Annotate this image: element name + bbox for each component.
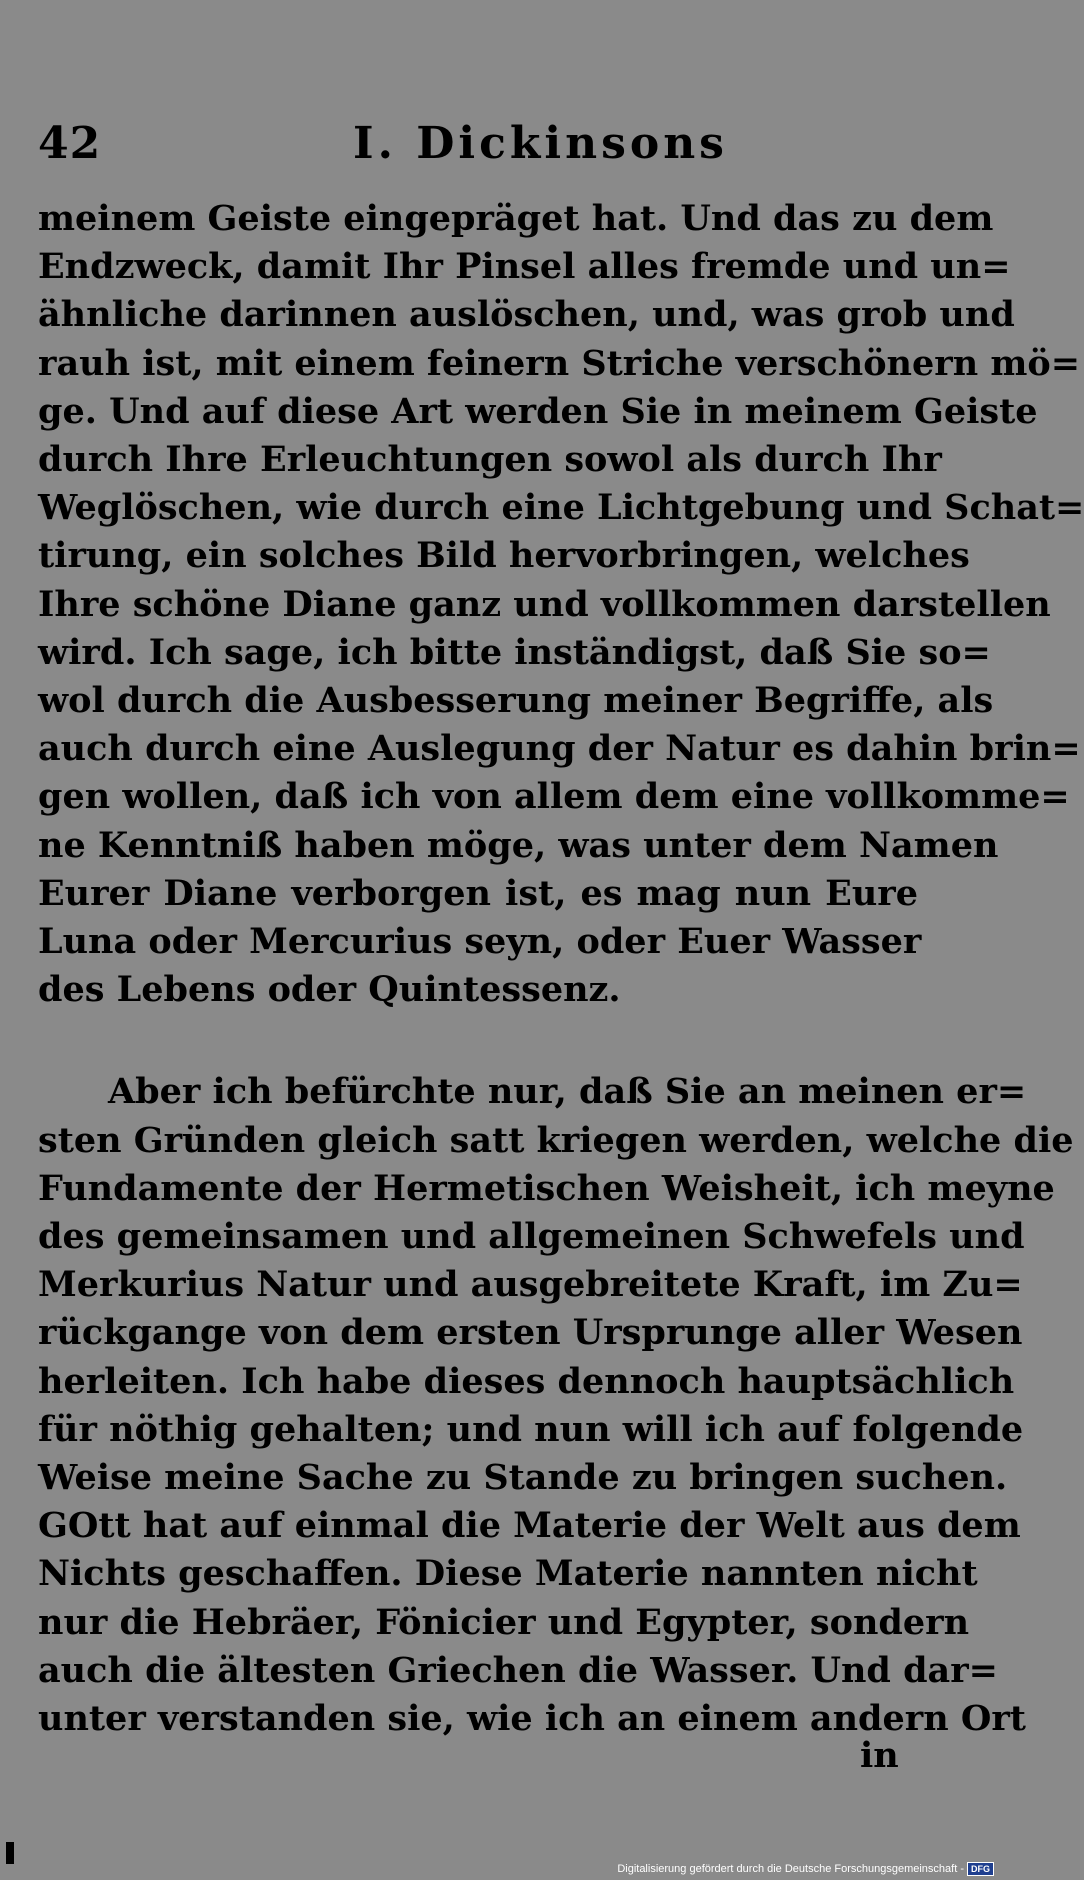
text-line: Merkurius Natur und ausgebreitete Kraft, im Zu= [38, 1264, 1023, 1306]
body-text [38, 195, 1084, 1743]
text-line: meinem Geiste eingepräget hat. Und das zu dem [38, 198, 994, 239]
page-header [38, 118, 918, 178]
text-line: Weise meine Sache zu Stande zu bringen suchen. [38, 1457, 1008, 1499]
text-line: tirung, ein solches Bild hervorbringen, welches [38, 535, 970, 577]
text-line: auch die ältesten Griechen die Wasser. Und dar= [38, 1649, 999, 1691]
text-line: für nöthig gehalten; und nun will ich auf folgende [38, 1408, 1024, 1450]
text-line: des gemeinsamen und allgemeinen Schwefels und [38, 1216, 1025, 1258]
running-head: I. Dickinsons [353, 118, 728, 169]
text-line: des Lebens oder Quintessenz. [38, 969, 621, 1011]
text-line: Luna oder Mercurius seyn, oder Euer Wasser [38, 921, 922, 963]
text-line: Aber ich befürchte nur, daß Sie an meinen er= [108, 1071, 1027, 1113]
text-line: Nichts geschaffen. Diese Materie nannten nicht [38, 1553, 978, 1595]
paragraph-gap [38, 1014, 918, 1068]
text-line: GOtt hat auf einmal die Materie der Welt aus dem [38, 1505, 1021, 1547]
footer-text: Digitalisierung gefördert durch die Deutsche Forschungsgemeinschaft - [617, 1863, 964, 1875]
paragraph [38, 1068, 1074, 1743]
text-line: Eurer Diane verborgen ist, es mag nun Eure [38, 872, 918, 914]
dfg-logo: DFG [967, 1862, 994, 1876]
text-line: durch Ihre Erleuchtungen sowol als durch Ihr [38, 439, 942, 481]
digitization-footer [617, 1862, 994, 1876]
catchword: in [860, 1735, 899, 1776]
text-line: wird. Ich sage, ich bitte inständigst, daß Sie so= [38, 631, 991, 673]
text-line: sten Gründen gleich satt kriegen werden, welche die [38, 1119, 1074, 1161]
text-line: Weglöschen, wie durch eine Lichtgebung und Schat= [38, 487, 1084, 529]
text-line: wol durch die Ausbesserung meiner Begriffe, als [38, 680, 994, 722]
text-line: herleiten. Ich habe dieses dennoch hauptsächlich [38, 1360, 1015, 1402]
text-line: Ihre schöne Diane ganz und vollkommen darstellen [38, 583, 1051, 625]
text-line: unter verstanden sie, wie ich an einem andern Ort [38, 1698, 1026, 1740]
text-line: Endzweck, damit Ihr Pinsel alles fremde und un= [38, 246, 1011, 288]
text-line: rückgange von dem ersten Ursprunge aller Wesen [38, 1312, 1023, 1354]
text-line: rauh ist, mit einem feinern Striche verschönern mö= [38, 342, 1081, 384]
text-line: ähnliche darinnen auslöschen, und, was grob und [38, 294, 1015, 336]
text-line: ge. Und auf diese Art werden Sie in meinem Geiste [38, 390, 1038, 432]
text-line: nur die Hebräer, Fönicier und Egypter, sondern [38, 1601, 970, 1643]
text-line: auch durch eine Auslegung der Natur es dahin brin= [38, 728, 1081, 770]
text-line: ne Kenntniß haben möge, was unter dem Namen [38, 824, 999, 866]
text-line: Fundamente der Hermetischen Weisheit, ich meyne [38, 1167, 1055, 1209]
page-number: 42 [38, 118, 102, 169]
paragraph [38, 195, 1084, 1014]
text-line: gen wollen, daß ich von allem dem eine vollkomme= [38, 776, 1070, 818]
corner-mark [6, 1842, 14, 1864]
